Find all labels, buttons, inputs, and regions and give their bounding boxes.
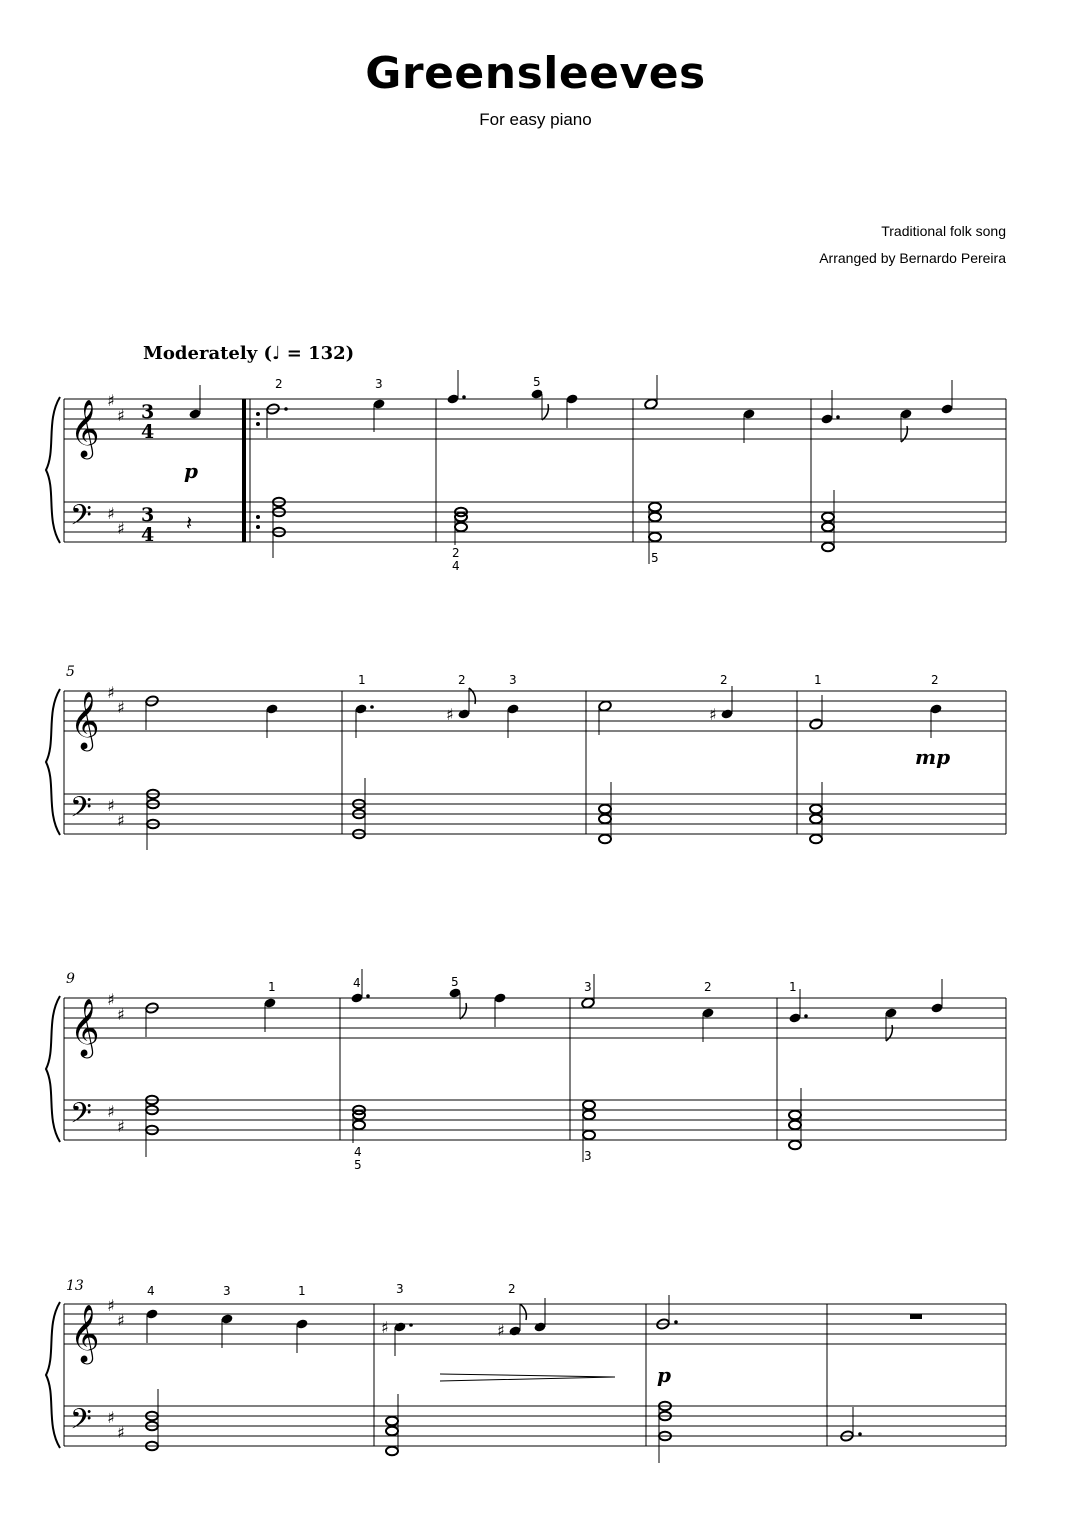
fingering: 4 xyxy=(452,559,460,573)
fingering: 3 xyxy=(509,673,517,687)
key-sharp-icon: ♯ xyxy=(107,683,115,702)
bass-clef-icon: 𝄢 xyxy=(70,1403,92,1443)
key-sharp-icon: ♯ xyxy=(107,990,115,1009)
sharp-icon: ♯ xyxy=(446,705,454,724)
chord-note xyxy=(810,805,822,814)
fingering: 2 xyxy=(931,673,939,687)
fingering: 1 xyxy=(789,980,797,994)
note xyxy=(598,700,612,712)
treble-staff xyxy=(64,399,1006,439)
key-sharp-icon: ♯ xyxy=(107,504,115,523)
whole-rest-icon xyxy=(910,1314,922,1319)
key-sharp-icon: ♯ xyxy=(117,1117,125,1136)
treble-clef-icon: 𝄞 xyxy=(70,1304,100,1362)
chord-note xyxy=(583,1131,595,1140)
bass-clef-icon: 𝄢 xyxy=(70,499,92,539)
chord-note xyxy=(583,1111,595,1120)
measure-number: 9 xyxy=(66,971,75,987)
fingering: 3 xyxy=(396,1282,404,1296)
fingering: 4 xyxy=(354,1145,362,1159)
dynamic-mp: mp xyxy=(915,745,951,769)
key-sharp-icon: ♯ xyxy=(117,1423,125,1442)
chord-note xyxy=(455,523,467,532)
fingering: 1 xyxy=(814,673,822,687)
key-sharp-icon: ♯ xyxy=(117,811,125,830)
dynamic-p: p xyxy=(657,1363,671,1387)
chord-note xyxy=(386,1417,398,1426)
bass-clef-icon: 𝄢 xyxy=(70,791,92,831)
diminuendo-hairpin xyxy=(440,1374,615,1381)
chord-note xyxy=(822,513,834,522)
fingering: 5 xyxy=(354,1158,362,1172)
quarter-rest-icon: 𝄽 xyxy=(186,511,193,535)
measure-number: 5 xyxy=(66,664,75,680)
treble-clef-icon: 𝄞 xyxy=(70,399,100,457)
chord-note xyxy=(822,523,834,532)
chord-note xyxy=(789,1141,801,1150)
chord-note xyxy=(789,1121,801,1130)
time-sig-top: 3 xyxy=(141,401,155,423)
fingering: 2 xyxy=(704,980,712,994)
chord-note xyxy=(353,1121,365,1130)
brace xyxy=(46,397,60,543)
fingering: 3 xyxy=(584,1149,592,1163)
key-sharp-icon: ♯ xyxy=(107,1296,115,1315)
repeat-barline xyxy=(242,399,246,542)
treble-clef-icon: 𝄞 xyxy=(70,691,100,749)
time-sig-bottom: 4 xyxy=(141,421,155,443)
sharp-icon: ♯ xyxy=(497,1321,505,1340)
key-sharp-icon: ♯ xyxy=(107,796,115,815)
composer-line: Traditional folk song xyxy=(881,223,1006,239)
bass-staff xyxy=(64,502,1006,542)
key-sharp-icon: ♯ xyxy=(117,1311,125,1330)
fingering: 1 xyxy=(358,673,366,687)
brace xyxy=(46,689,60,835)
brace xyxy=(46,1302,60,1448)
tempo-value: = 132) xyxy=(280,343,355,364)
page-subtitle: For easy piano xyxy=(479,110,592,129)
fingering: 1 xyxy=(268,980,276,994)
dynamic-p: p xyxy=(184,459,198,483)
key-sharp-icon: ♯ xyxy=(107,1102,115,1121)
fingering: 5 xyxy=(533,375,541,389)
fingering: 1 xyxy=(298,1284,306,1298)
fingering: 2 xyxy=(275,377,283,391)
chord-note xyxy=(822,543,834,552)
system-1 xyxy=(46,370,1006,573)
key-sharp-icon: ♯ xyxy=(117,698,125,717)
page-title: Greensleeves xyxy=(365,48,706,99)
chord-note xyxy=(649,533,661,542)
fingering: 2 xyxy=(458,673,466,687)
system-3 xyxy=(46,969,1006,1172)
key-sharp-icon: ♯ xyxy=(107,1408,115,1427)
sharp-icon: ♯ xyxy=(709,705,717,724)
fingering: 3 xyxy=(375,377,383,391)
chord-note xyxy=(649,513,661,522)
bass-clef-icon: 𝄢 xyxy=(70,1097,92,1137)
sharp-icon: ♯ xyxy=(381,1318,389,1337)
fingering: 2 xyxy=(720,673,728,687)
chord-note xyxy=(810,815,822,824)
fingering: 3 xyxy=(584,980,592,994)
tempo-word: Moderately ( xyxy=(143,343,272,364)
chord-note xyxy=(599,815,611,824)
measure-number: 13 xyxy=(66,1278,84,1294)
note xyxy=(644,398,658,410)
chord-note xyxy=(789,1111,801,1120)
fingering: 5 xyxy=(651,551,659,565)
fingering: 2 xyxy=(452,546,460,560)
fingering: 2 xyxy=(508,1282,516,1296)
chord-note xyxy=(583,1101,595,1110)
note xyxy=(581,997,595,1009)
chord-note xyxy=(599,835,611,844)
fingering: 3 xyxy=(223,1284,231,1298)
system-4 xyxy=(46,1278,1006,1463)
note xyxy=(809,718,823,730)
fingering: 4 xyxy=(147,1284,155,1298)
key-sharp-icon: ♯ xyxy=(107,391,115,410)
quarter-note-icon: ♩ xyxy=(271,343,281,364)
key-sharp-icon: ♯ xyxy=(117,1005,125,1024)
arranger-line: Arranged by Bernardo Pereira xyxy=(819,250,1006,266)
fingering: 5 xyxy=(451,975,459,989)
system-2 xyxy=(46,664,1006,850)
key-sharp-icon: ♯ xyxy=(117,519,125,538)
chord-note xyxy=(649,503,661,512)
time-sig-top: 3 xyxy=(141,504,155,526)
treble-clef-icon: 𝄞 xyxy=(70,998,100,1056)
time-sig-bottom: 4 xyxy=(141,524,155,546)
chord-note xyxy=(386,1427,398,1436)
key-sharp-icon: ♯ xyxy=(117,406,125,425)
brace xyxy=(46,996,60,1142)
fingering: 4 xyxy=(353,976,361,990)
chord-note xyxy=(810,835,822,844)
chord-note xyxy=(599,805,611,814)
chord-note xyxy=(386,1447,398,1456)
